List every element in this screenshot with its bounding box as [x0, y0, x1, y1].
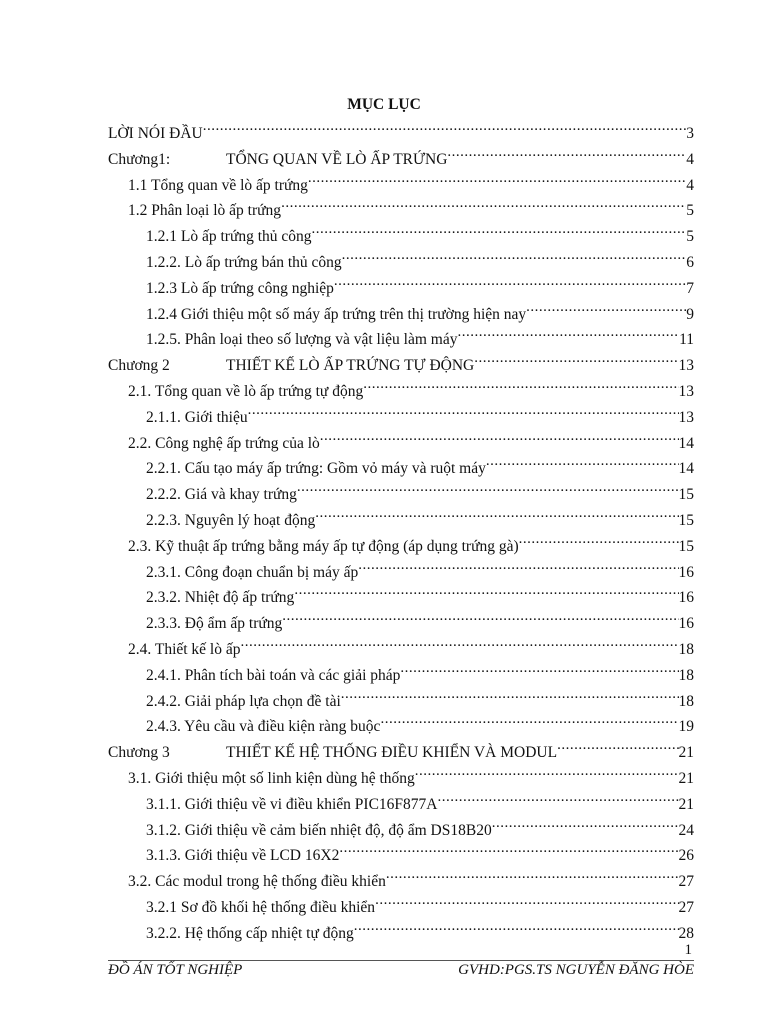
page-number: 1	[684, 942, 692, 958]
toc-entry-page: 16	[678, 563, 694, 581]
toc-entry-page: 4	[686, 150, 694, 168]
toc-entry	[128, 761, 694, 787]
toc-entry-title: 2.1. Tổng quan về lò ấp trứng tự động	[128, 383, 364, 400]
toc-entry-title: 2.1.1. Giới thiệu	[146, 408, 248, 426]
toc-entry-page: 18	[678, 641, 694, 658]
toc-entry-title: 2.3. Kỹ thuật ấp trứng bằng máy ấp tự động (áp dụng trứng gà)	[128, 537, 519, 555]
footer-right-text: GVHD:PGS.TS NGUYỄN ĐĂNG HÒE	[458, 962, 694, 978]
dot-leader	[375, 890, 678, 912]
toc-entry-title: 2.4. Thiết kế lò ấp	[128, 641, 241, 658]
toc-entry-page: 14	[678, 460, 694, 478]
toc-entry	[146, 555, 694, 581]
toc-entry-title: 2.3.2. Nhiệt độ ấp trứng	[146, 589, 295, 607]
toc-entry	[128, 864, 694, 891]
footer-divider	[108, 960, 694, 961]
toc-entry-page: 24	[678, 821, 694, 839]
toc-entry-title: 1.2.5. Phân loại theo số lượng và vật liệu làm máy	[146, 331, 458, 349]
dot-leader	[339, 838, 678, 860]
toc-entry-page: 15	[678, 486, 694, 504]
toc-entry-title: 2.4.2. Giải pháp lựa chọn đề tài	[146, 692, 341, 710]
toc-entry-page: 18	[678, 666, 694, 684]
toc-entry	[108, 116, 694, 142]
toc-entry-title: THIẾT KẾ HỆ THỐNG ĐIỀU KHIỂN VÀ MODUL	[226, 744, 558, 762]
toc-entry-title: THIẾT KẾ LÒ ẤP TRỨNG TỰ ĐỘNG	[226, 357, 475, 375]
toc-entry	[146, 787, 694, 813]
dot-leader	[248, 400, 679, 422]
toc-entry-title: 2.2.3. Nguyên lý hoạt động	[146, 512, 316, 529]
toc-entry	[146, 658, 694, 684]
dot-leader	[457, 322, 679, 344]
toc-entry	[128, 168, 694, 194]
dot-leader	[297, 477, 679, 499]
toc-entry	[146, 684, 694, 710]
toc-entry-page: 18	[678, 692, 694, 710]
toc-entry-page: 13	[678, 357, 694, 375]
toc-entry	[146, 709, 694, 736]
chapter-label: Chương 2	[108, 357, 170, 375]
dot-leader	[312, 219, 687, 241]
toc-entry	[108, 348, 694, 375]
chapter-label: Chương1:	[108, 150, 171, 168]
toc-entry-page: 16	[678, 615, 694, 633]
dot-leader	[241, 632, 679, 654]
toc-entry-page: 3	[686, 125, 694, 142]
toc-title: MỤC LỤC	[347, 96, 421, 113]
toc-entry-page: 15	[678, 512, 694, 529]
toc-entry	[146, 271, 694, 297]
toc-entry-page: 13	[678, 408, 694, 426]
toc-entry-page: 11	[679, 331, 694, 349]
footer-left-text: ĐỒ ÁN TỐT NGHIỆP	[108, 962, 243, 978]
toc-entry	[146, 297, 694, 323]
toc-entry-page: 13	[678, 383, 694, 400]
dot-leader	[474, 348, 678, 370]
toc-entry-page: 19	[678, 718, 694, 736]
toc-entry	[146, 890, 694, 916]
toc-entry-title: 2.4.1. Phân tích bài toán và các giải pháp	[146, 666, 401, 684]
toc-entry-page: 9	[686, 305, 694, 323]
toc-entry-page: 27	[678, 899, 694, 916]
toc-entry	[146, 245, 694, 271]
toc-entry-title: 3.1.1. Giới thiệu về vi điều khiển PIC16F877A	[146, 795, 438, 813]
toc-entry-title: 3.1. Giới thiệu một số linh kiện dùng hệ thống	[128, 770, 415, 787]
toc-entry	[146, 580, 694, 607]
toc-entry-page: 21	[678, 795, 694, 813]
toc-entry-title: TỔNG QUAN VỀ LÒ ẤP TRỨNG	[226, 150, 448, 168]
toc-entry	[108, 142, 694, 168]
dot-leader	[354, 916, 679, 938]
toc-entry-title: 1.1 Tổng quan về lò ấp trứng	[128, 176, 308, 194]
toc-entry-page: 6	[686, 254, 694, 271]
dot-leader	[281, 193, 686, 215]
dot-leader	[358, 555, 678, 577]
toc-entry-title: 3.1.2. Giới thiệu về cảm biến nhiệt độ, độ ẩm DS18B20	[146, 821, 492, 839]
dot-leader	[526, 297, 686, 319]
toc-entry-page: 5	[686, 202, 694, 220]
toc-entry-title: 1.2.2. Lò ấp trứng bán thủ công	[146, 254, 342, 271]
toc-entry-page: 16	[678, 589, 694, 607]
toc-entry	[146, 219, 694, 246]
dot-leader	[294, 580, 678, 602]
toc-entry-title: 2.2. Công nghệ ấp trứng của lò	[128, 434, 320, 452]
toc-entry	[108, 735, 694, 762]
dot-leader	[492, 813, 679, 835]
toc-entry-page: 21	[678, 744, 694, 762]
dot-leader	[415, 761, 679, 783]
toc-entry-title: 3.2.2. Hệ thống cấp nhiệt tự động	[146, 924, 354, 942]
toc-entry-title: 3.2.1 Sơ đồ khối hệ thống điều khiển	[146, 899, 376, 916]
toc-entry	[128, 632, 694, 658]
toc-entry-page: 15	[678, 537, 694, 555]
toc-entry	[146, 916, 694, 942]
toc-entry-title: 1.2.4 Giới thiệu một số máy ấp trứng trên thị trường hiện nay	[146, 305, 527, 323]
toc-entry-page: 5	[686, 228, 694, 246]
dot-leader	[341, 684, 679, 706]
dot-leader	[557, 735, 678, 757]
dot-leader	[315, 503, 678, 525]
toc-entry-title: 2.3.3. Độ ẩm ấp trứng	[146, 615, 283, 633]
toc-entry	[146, 813, 694, 839]
toc-entry-page: 7	[686, 279, 694, 297]
dot-leader	[380, 709, 678, 731]
dot-leader	[203, 116, 687, 138]
chapter-label: Chương 3	[108, 744, 170, 762]
dot-leader	[363, 374, 678, 396]
toc-entry-page: 28	[678, 924, 694, 942]
dot-leader	[334, 271, 686, 293]
toc-entry	[128, 426, 694, 452]
toc-entry	[146, 606, 694, 633]
toc-entry-page: 14	[678, 434, 694, 452]
toc-entry-page: 27	[678, 873, 694, 891]
toc-entry-page: 21	[678, 770, 694, 787]
toc-entry-title: 2.2.1. Cấu tạo máy ấp trứng: Gồm vỏ máy và ruột máy	[146, 460, 486, 478]
dot-leader	[438, 787, 679, 809]
toc-entry	[146, 400, 694, 426]
toc-entry-title: 1.2.3 Lò ấp trứng công nghiệp	[146, 279, 334, 297]
toc-entry-page: 26	[678, 847, 694, 865]
toc-entry	[128, 374, 694, 400]
toc-entry-title: 1.2 Phân loại lò ấp trứng	[128, 202, 282, 220]
toc-entry	[128, 529, 694, 555]
toc-entry-title: 3.2. Các modul trong hệ thống điều khiển	[128, 873, 386, 891]
dot-leader	[320, 426, 679, 448]
toc-entry-page: 4	[686, 176, 694, 194]
toc-entry-title: 2.2.2. Giá và khay trứng	[146, 486, 297, 504]
toc-entry	[128, 193, 694, 220]
toc-entry-title: 2.3.1. Công đoạn chuẩn bị máy ấp	[146, 563, 359, 581]
dot-leader	[308, 168, 686, 190]
dot-leader	[447, 142, 686, 164]
dot-leader	[342, 245, 687, 267]
toc-entry-title: LỜI NÓI ĐẦU	[108, 125, 203, 142]
dot-leader	[486, 451, 679, 473]
toc-entry	[146, 838, 694, 865]
dot-leader	[282, 606, 678, 628]
toc-entry	[146, 451, 694, 478]
toc-entry	[146, 477, 694, 504]
dot-leader	[519, 529, 679, 551]
toc-entry	[146, 322, 694, 349]
toc-entry	[146, 503, 694, 529]
toc-entry-title: 3.1.3. Giới thiệu về LCD 16X2	[146, 847, 340, 865]
dot-leader	[386, 864, 679, 886]
toc-entry-title: 1.2.1 Lò ấp trứng thủ công	[146, 228, 312, 246]
dot-leader	[400, 658, 678, 680]
toc-entry-title: 2.4.3. Yêu cầu và điều kiện ràng buộc	[146, 718, 381, 736]
